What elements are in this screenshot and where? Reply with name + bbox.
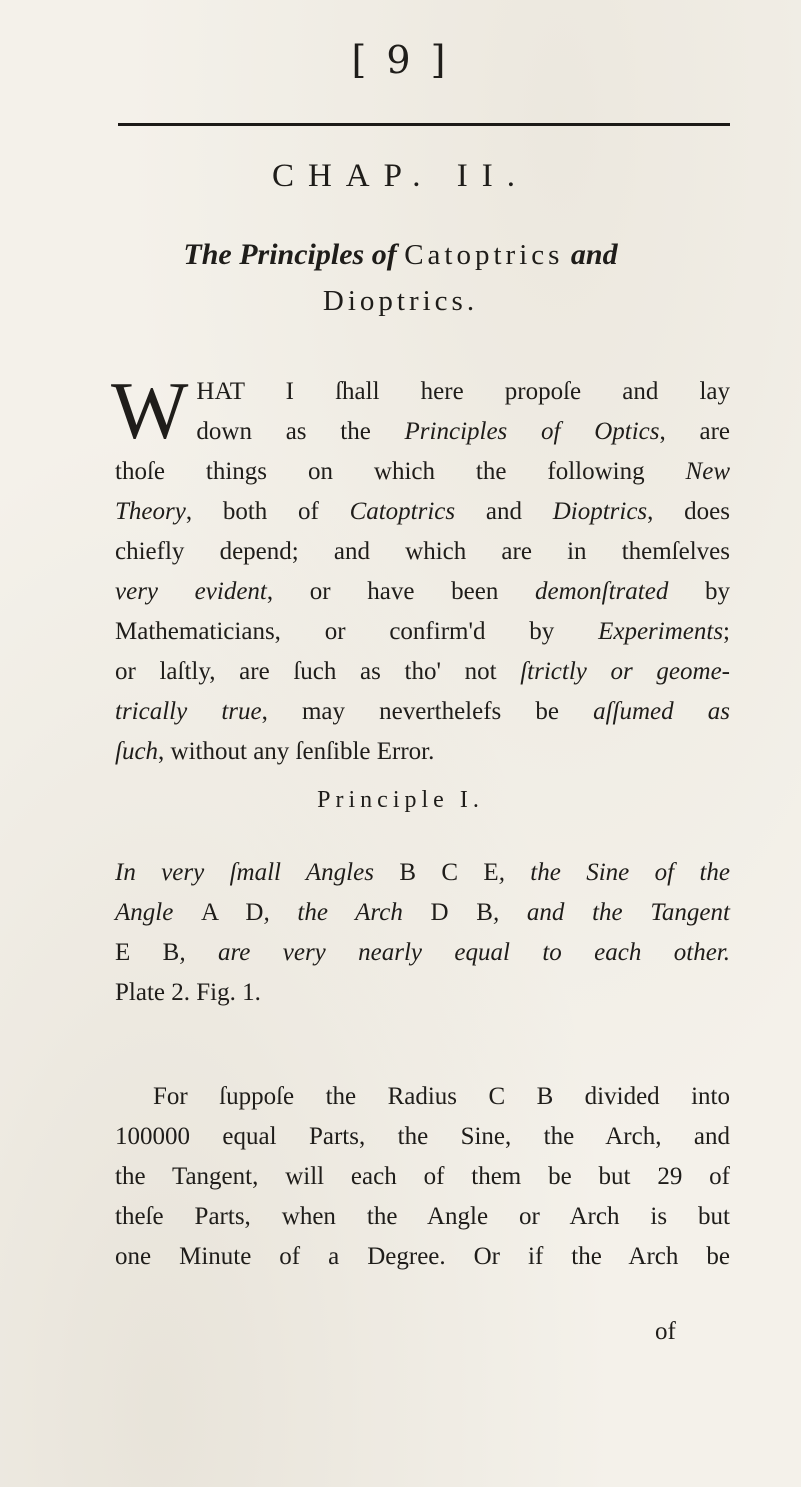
intro-line: very evident, or have been demonſtrated by <box>115 578 731 605</box>
chapter-heading: CHAP. II. <box>271 158 530 194</box>
header-rule <box>118 123 730 126</box>
title-and: and <box>570 238 618 271</box>
page-number: [ 9 ] <box>351 38 450 82</box>
intro-line: trically true, may neverthelefs be aſſumed as <box>115 698 730 725</box>
title-dioptrics: Dioptrics. <box>322 285 479 317</box>
principle-statement <box>115 853 730 1013</box>
demo-line: the Tangent, will each of them be but 29 of <box>115 1163 730 1190</box>
intro-line: thoſe things on which the following New <box>115 458 730 485</box>
title-catoptrics: Catoptrics <box>404 239 564 271</box>
intro-paragraph <box>111 365 731 772</box>
demo-line: For ſuppoſe the Radius C B divided into <box>153 1083 730 1110</box>
demonstration-paragraph <box>115 1077 730 1277</box>
chapter-title <box>0 238 801 272</box>
intro-line: or laſtly, are ſuch as tho' not ſtrictly or geome- <box>115 658 730 685</box>
intro-line: ſuch, without any ſenſible Error. <box>115 738 435 765</box>
intro-line: chiefly depend; and which are in themſelves <box>115 538 730 565</box>
intro-line: down as the Principles of Optics, are <box>196 418 730 445</box>
demo-line: one Minute of a Degree. Or if the Arch be <box>115 1243 730 1270</box>
figure-reference: Plate 2. Fig. 1. <box>115 979 261 1006</box>
intro-line: HAT I ſhall here propoſe and lay <box>196 378 730 405</box>
intro-line: Mathematicians, or confirm'd by Experiments; <box>115 618 730 645</box>
catchword: of <box>655 1318 676 1345</box>
demo-line: theſe Parts, when the Angle or Arch is but <box>115 1203 730 1230</box>
principle-line: Angle A D, the Arch D B, and the Tangent <box>115 899 730 926</box>
intro-line: Theory, both of Catoptrics and Dioptrics, does <box>115 498 730 525</box>
principle-line: In very ſmall Angles B C E, the Sine of the <box>115 859 730 886</box>
title-principles-of: The Principles of <box>183 238 397 271</box>
principle-heading: Principle I. <box>317 787 484 813</box>
principle-line: E B, are very nearly equal to each other. <box>115 939 730 966</box>
drop-cap: W <box>111 365 189 456</box>
demo-line: 100000 equal Parts, the Sine, the Arch, and <box>115 1123 730 1150</box>
